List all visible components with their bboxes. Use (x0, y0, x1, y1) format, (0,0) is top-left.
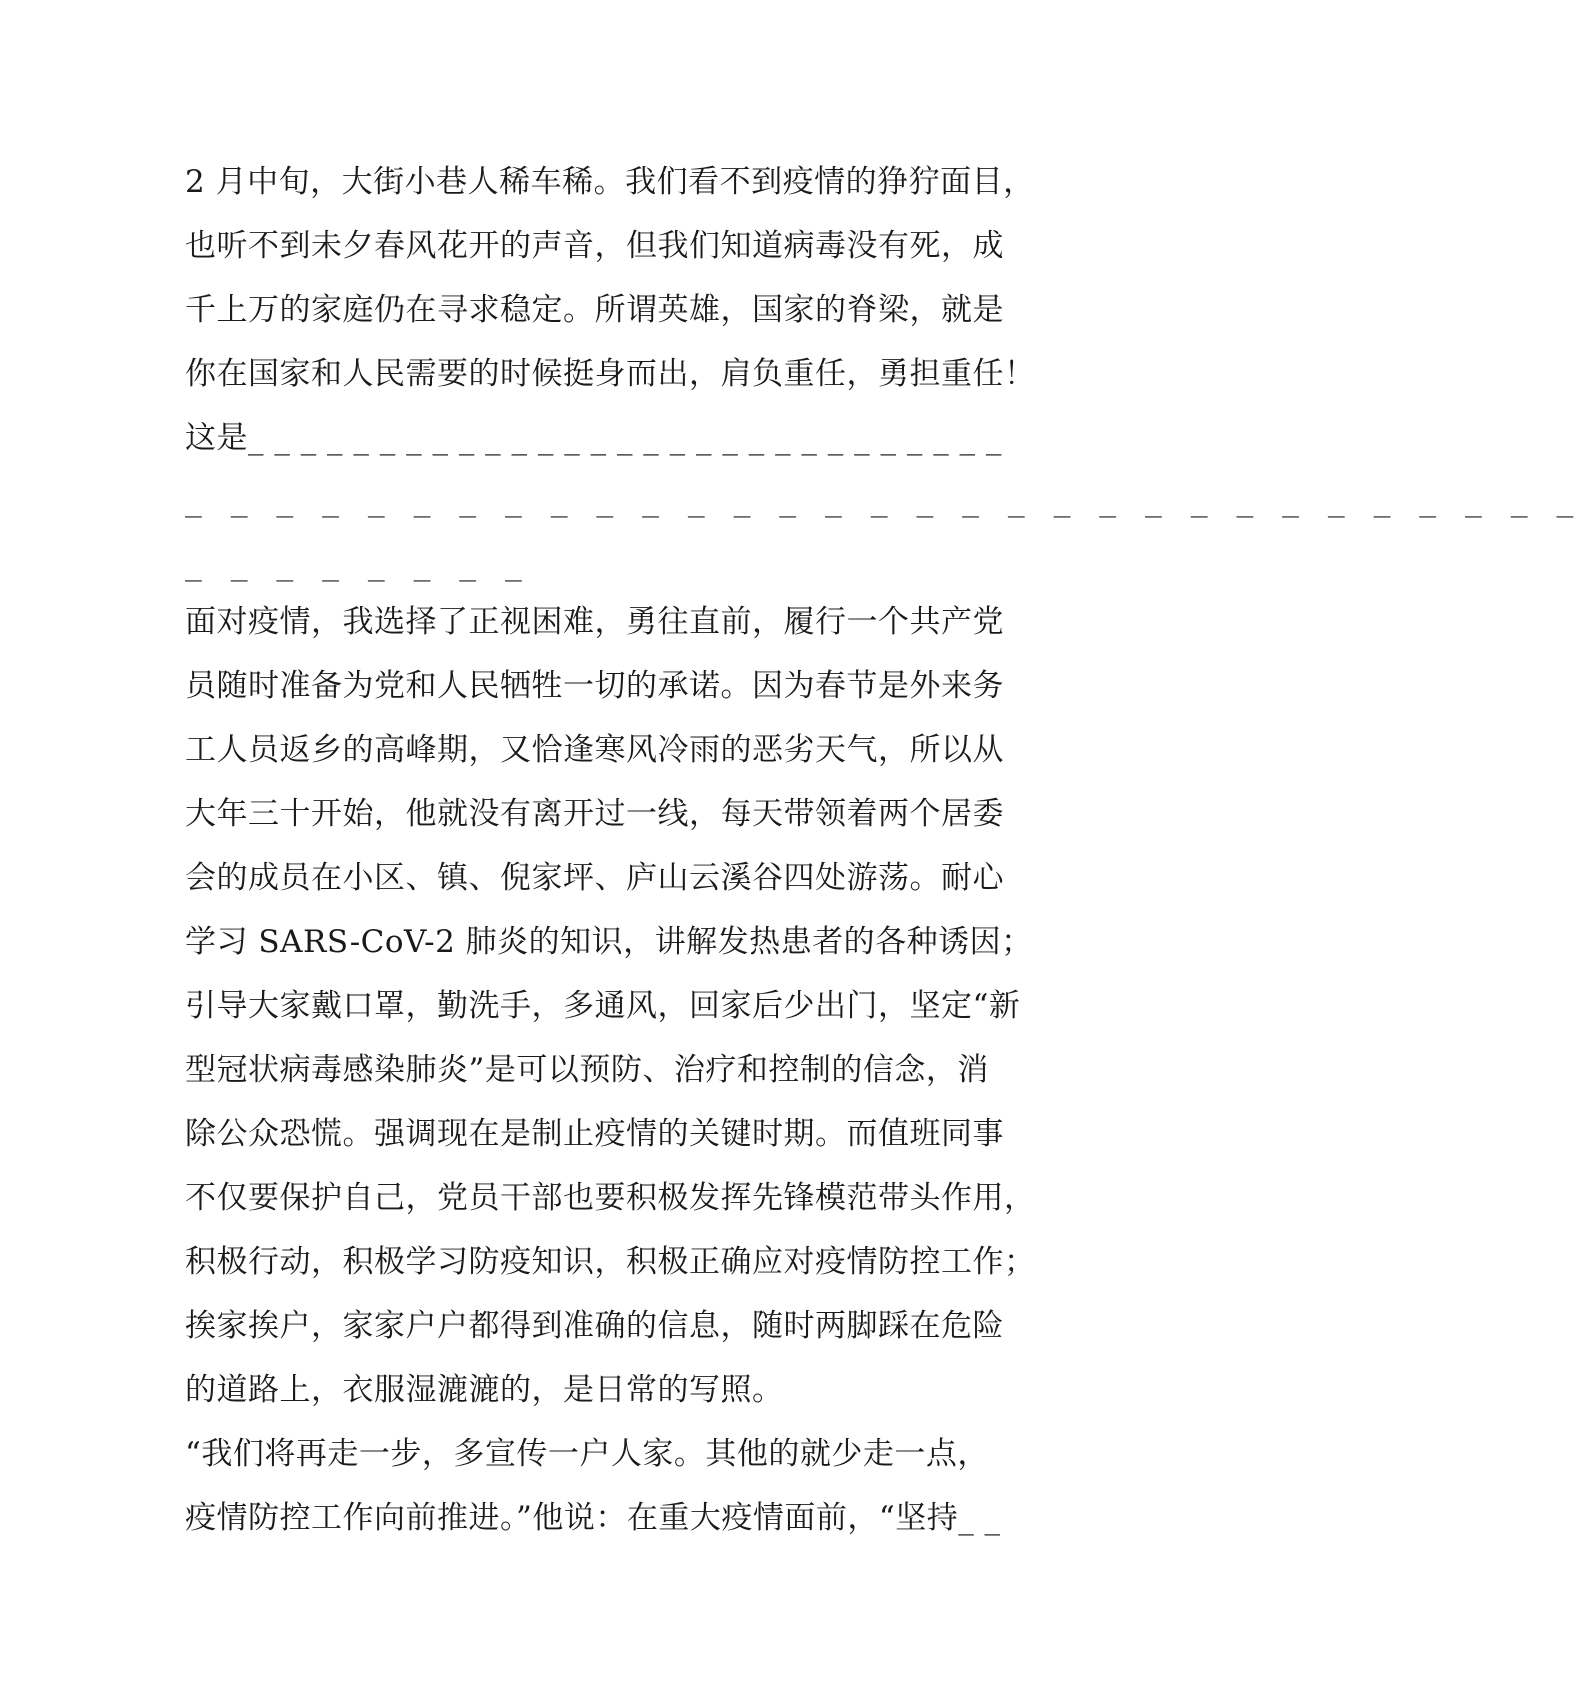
fill-in-blank-line: 这是_ _ _ _ _ _ _ _ _ _ _ _ _ _ _ _ _ _ _ _ _ _ _ _ _ _ _ _ _ (185, 420, 1002, 456)
paragraph-line: 疫情防控工作向前推进。”他说：在重大疫情面前，“坚持_ _ (185, 1500, 1001, 1536)
paragraph-2 (185, 590, 1036, 1550)
paragraph-line: 面对疫情，我选择了正视困难，勇往直前，履行一个共产党 (185, 604, 1004, 640)
paragraph-line: 会的成员在小区、镇、倪家坪、庐山云溪谷四处游荡。耐心 (185, 860, 1004, 896)
paragraph-line: 的道路上，衣服湿漉漉的，是日常的写照。 (185, 1372, 784, 1408)
paragraph-line: 2 月中旬，大街小巷人稀车稀。我们看不到疫情的狰狞面目， (185, 164, 1035, 200)
paragraph-line: 员随时准备为党和人民牺牲一切的承诺。因为春节是外来务 (185, 668, 1004, 704)
paragraph-1 (185, 150, 1579, 598)
fill-in-blank-line: _ _ _ _ _ _ _ _ (185, 549, 528, 582)
paragraph-line: 挨家挨户，家家户户都得到准确的信息，随时两脚踩在危险 (185, 1308, 1004, 1344)
paragraph-line: 除公众恐慌。强调现在是制止疫情的关键时期。而值班同事 (185, 1116, 1004, 1152)
fill-in-blank-line: _ _ _ _ _ _ _ _ _ _ _ _ _ _ _ _ _ _ _ _ _ _ _ _ _ _ _ _ _ _ _ (185, 485, 1579, 518)
paragraph-line: 引导大家戴口罩，勤洗手，多通风，回家后少出门，坚定“新 (185, 988, 1021, 1024)
paragraph-line: 型冠状病毒感染肺炎”是可以预防、治疗和控制的信念，消 (185, 1052, 989, 1088)
paragraph-line: 千上万的家庭仍在寻求稳定。所谓英雄，国家的脊梁，就是 (185, 292, 1004, 328)
paragraph-line: 积极行动，积极学习防疫知识，积极正确应对疫情防控工作； (185, 1244, 1036, 1280)
paragraph-line: 你在国家和人民需要的时候挺身而出，肩负重任，勇担重任！ (185, 356, 1036, 392)
paragraph-line: 不仅要保护自己，党员干部也要积极发挥先锋模范带头作用， (185, 1180, 1036, 1216)
paragraph-line: 也听不到未夕春风花开的声音，但我们知道病毒没有死，成 (185, 228, 1004, 264)
paragraph-line: 大年三十开始，他就没有离开过一线，每天带领着两个居委 (185, 796, 1004, 832)
paragraph-line: “我们将再走一步，多宣传一户人家。其他的就少走一点， (185, 1436, 989, 1472)
paragraph-line: 学习 SARS-CoV-2 肺炎的知识，讲解发热患者的各种诱因； (185, 924, 1033, 960)
paragraph-line: 工人员返乡的高峰期，又恰逢寒风冷雨的恶劣天气，所以从 (185, 732, 1004, 768)
